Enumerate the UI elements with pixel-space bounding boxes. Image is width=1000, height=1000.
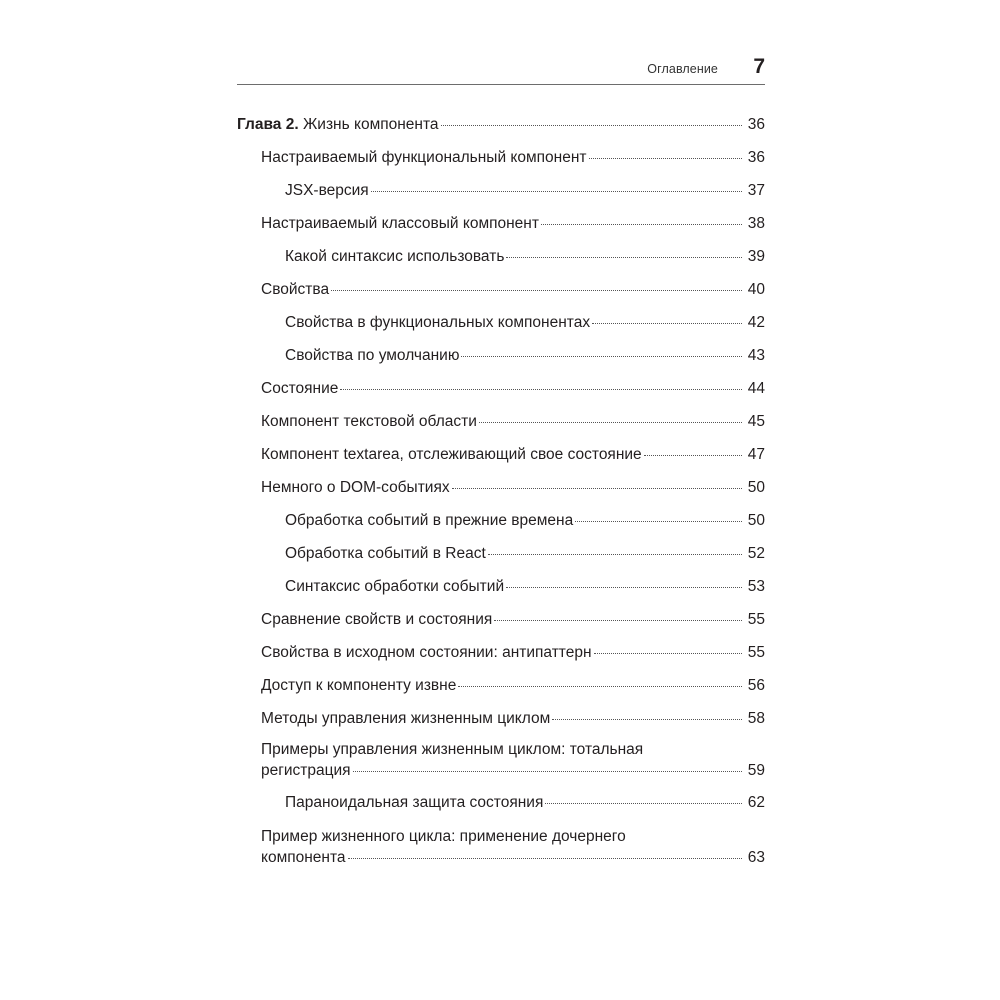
dot-leader (488, 554, 742, 555)
toc-entry-line (261, 847, 765, 868)
toc-entry-title (261, 477, 450, 498)
dot-leader (594, 653, 742, 654)
toc-entry[interactable] (237, 345, 765, 366)
toc-entry-line (285, 576, 765, 597)
toc-entry-title-text: Немного о DOM-событиях (261, 479, 450, 496)
toc-page-number: 38 (747, 215, 765, 232)
toc-entry-title-text: Свойства (261, 281, 330, 298)
dot-leader (452, 488, 742, 489)
toc-page-number: 36 (747, 149, 765, 166)
toc-entry[interactable] (237, 708, 765, 729)
running-title: Оглавление (647, 62, 718, 76)
toc-entry-title-text: Компонент textarea, отслеживающий свое состояние (261, 446, 642, 463)
toc-entry[interactable] (237, 180, 765, 201)
toc-entry-title (285, 312, 590, 333)
toc-entry[interactable] (237, 378, 765, 399)
toc-entry-line (261, 642, 765, 663)
dot-leader (575, 521, 742, 522)
toc-entry[interactable] (237, 213, 765, 234)
toc-entry-line (261, 708, 765, 729)
toc-entry-title (285, 792, 543, 813)
dot-leader (506, 257, 742, 258)
toc-entry[interactable] (237, 477, 765, 498)
toc-entry-title (261, 279, 329, 300)
toc-page-number: 50 (747, 479, 765, 496)
toc-entry-title-text: Жизнь компонента (302, 116, 439, 133)
toc-entry-title (261, 609, 492, 630)
toc-entry-line (237, 114, 765, 135)
toc-entry-title (261, 411, 477, 432)
toc-entry-title (285, 576, 504, 597)
dot-leader (589, 158, 743, 159)
toc-entry[interactable] (237, 444, 765, 465)
toc-entry-title-text: регистрация (261, 762, 351, 779)
dot-leader (371, 191, 742, 192)
toc-entry-title (261, 675, 456, 696)
toc-page-number: 58 (747, 710, 765, 727)
toc-entry-title-text: Обработка событий в React (285, 545, 486, 562)
running-head (237, 56, 765, 85)
page-number: 7 (753, 55, 765, 78)
toc-page-number: 62 (747, 794, 765, 811)
dot-leader (340, 389, 742, 390)
toc-entry-line (285, 792, 765, 813)
toc-entry[interactable] (237, 312, 765, 333)
toc-entry[interactable] (237, 642, 765, 663)
dot-leader (541, 224, 742, 225)
toc-page-number: 40 (747, 281, 765, 298)
toc-entry-title (285, 510, 573, 531)
dot-leader (545, 803, 742, 804)
dot-leader (353, 771, 742, 772)
toc-page-number: 53 (747, 578, 765, 595)
dot-leader (348, 858, 742, 859)
toc-entry-title-text: Свойства в функциональных компонентах (285, 314, 591, 331)
toc-entry[interactable] (237, 675, 765, 696)
toc-entry[interactable] (237, 246, 765, 267)
toc-entry-title-text: Параноидальная защита состояния (285, 794, 544, 811)
toc-entry-title-text: Доступ к компоненту извне (261, 677, 457, 694)
toc-page-number: 45 (747, 413, 765, 430)
toc-entry-title-text: Состояние (261, 380, 339, 397)
toc-entry-title-text: Методы управления жизненным циклом (261, 710, 551, 727)
toc-entry-line (261, 147, 765, 168)
toc-entry-title (261, 147, 587, 168)
toc-entry-title-text: Какой синтаксис использовать (285, 248, 505, 265)
toc-entry-title (285, 246, 504, 267)
toc-page-number: 47 (747, 446, 765, 463)
toc-page-number: 59 (747, 762, 765, 779)
toc-entry-title (237, 114, 439, 135)
toc-page-number: 52 (747, 545, 765, 562)
toc-entry-title-line1: Примеры управления жизненным циклом: тотальная (261, 741, 644, 758)
dot-leader (331, 290, 742, 291)
toc-entry-title-text: компонента (261, 849, 346, 866)
toc-entry-line (285, 510, 765, 531)
dot-leader (592, 323, 742, 324)
toc-entry-title-text: JSX-версия (285, 182, 369, 199)
toc-entry[interactable] (237, 411, 765, 432)
dot-leader (644, 455, 742, 456)
toc-entry[interactable] (237, 510, 765, 531)
toc-entry[interactable] (237, 739, 765, 781)
dot-leader (441, 125, 742, 126)
toc-entry-title-text: Обработка событий в прежние времена (285, 512, 574, 529)
toc-entry-title-text: Настраиваемый функциональный компонент (261, 149, 587, 166)
toc-entry-title (261, 213, 539, 234)
toc-entry[interactable] (237, 576, 765, 597)
dot-leader (479, 422, 742, 423)
toc-page-number: 36 (747, 116, 765, 133)
toc-entry-line (285, 246, 765, 267)
toc-entry-title-text: Синтаксис обработки событий (285, 578, 505, 595)
dot-leader (494, 620, 742, 621)
toc-page-number: 43 (747, 347, 765, 364)
toc-entry[interactable] (237, 609, 765, 630)
toc-entry-title (285, 345, 459, 366)
toc-entry-line (285, 543, 765, 564)
dot-leader (461, 356, 742, 357)
toc-entry[interactable] (237, 114, 765, 135)
toc-entry-line (261, 444, 765, 465)
toc-entry-title (261, 378, 338, 399)
toc-entry[interactable] (237, 279, 765, 300)
toc-entry-line (285, 312, 765, 333)
toc-entry-line (261, 213, 765, 234)
toc-entry-line (261, 760, 765, 781)
toc-entry-title-text: Свойства в исходном состоянии: антипаттерн (261, 644, 592, 661)
toc-entry-line (285, 180, 765, 201)
toc-entry-title-text: Сравнение свойств и состояния (261, 611, 493, 628)
toc-entry[interactable] (237, 543, 765, 564)
toc-entry-line (261, 675, 765, 696)
toc-page-number: 39 (747, 248, 765, 265)
toc-entry-line (261, 411, 765, 432)
toc-page-number: 55 (747, 611, 765, 628)
toc-page-number: 63 (747, 849, 765, 866)
toc-entry-title-text: Свойства по умолчанию (285, 347, 460, 364)
toc-entry-line (261, 609, 765, 630)
toc-entry-line (261, 279, 765, 300)
toc-entry-line (261, 477, 765, 498)
toc-entry[interactable] (237, 147, 765, 168)
toc-page-number: 50 (747, 512, 765, 529)
toc-entry-title (285, 180, 369, 201)
toc-page-number: 55 (747, 644, 765, 661)
toc-entry-title (261, 847, 346, 868)
toc-entry[interactable] (237, 826, 765, 868)
chapter-label: Глава 2. (237, 116, 299, 133)
toc-page-number: 42 (747, 314, 765, 331)
toc-entry-title-text: Настраиваемый классовый компонент (261, 215, 539, 232)
toc-entry[interactable] (237, 792, 765, 813)
toc-entry-line (285, 345, 765, 366)
toc-entry-title (261, 708, 550, 729)
toc-entry-line (261, 378, 765, 399)
toc-page-number: 44 (747, 380, 765, 397)
toc-entry-title (261, 760, 351, 781)
dot-leader (552, 719, 742, 720)
toc-page-number: 37 (747, 182, 765, 199)
toc-entry-title (261, 642, 592, 663)
toc-entry-title-text: Компонент текстовой области (261, 413, 477, 430)
toc-page-number: 56 (747, 677, 765, 694)
dot-leader (506, 587, 742, 588)
dot-leader (458, 686, 742, 687)
toc-entry-title-line1: Пример жизненного цикла: применение дочернего (261, 828, 626, 845)
toc-entry-title (285, 543, 486, 564)
toc-entry-title (261, 444, 642, 465)
